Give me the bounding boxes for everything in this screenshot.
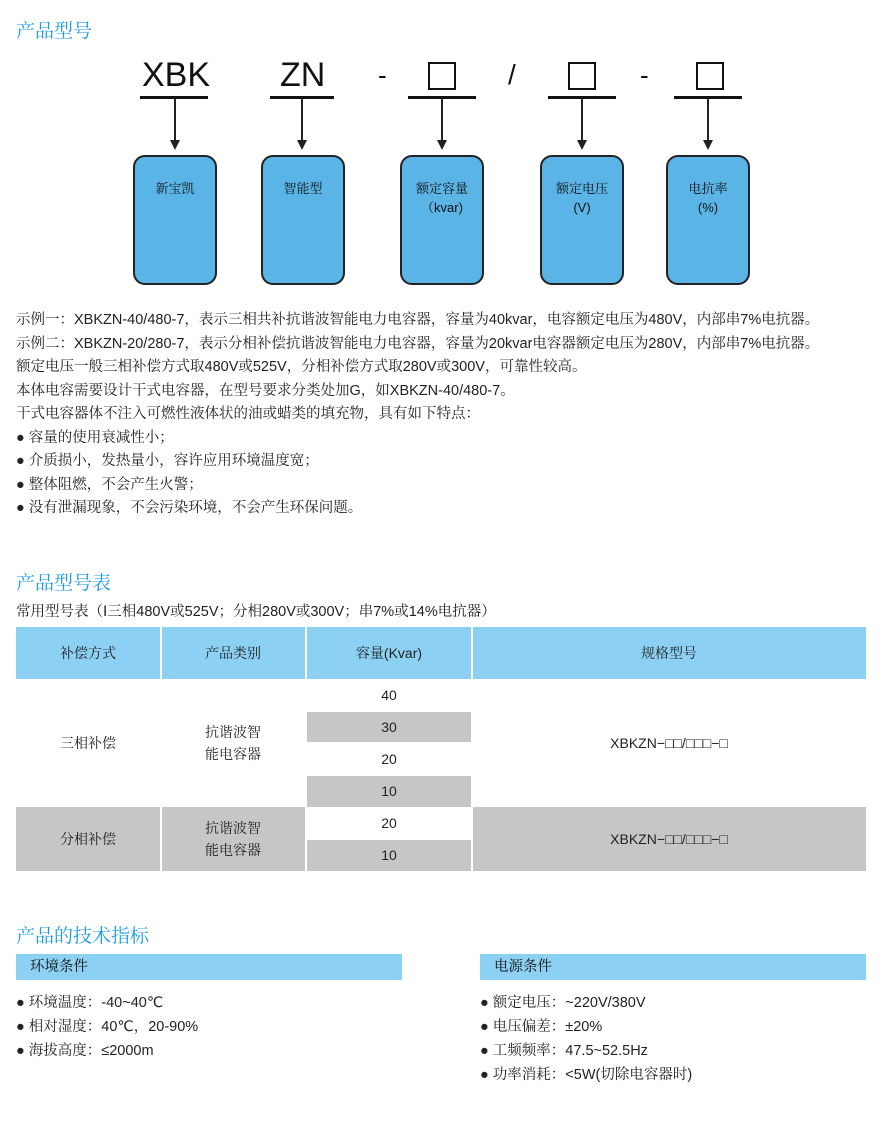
arrow-head-icon: [170, 140, 180, 150]
feature-item: ● 整体阻燃，不会产生火警；: [16, 476, 203, 493]
arrow-head-icon: [437, 140, 447, 150]
capacitor-box-capacity: [400, 155, 484, 285]
category-line: 能电容器: [205, 746, 261, 762]
grid-line: [160, 627, 162, 871]
code-separator-slash: /: [508, 59, 516, 90]
box-unit: (%): [697, 200, 719, 215]
capacity-cell: 20: [381, 751, 397, 767]
category-line: 抗谐波智: [205, 724, 261, 740]
arrow-down-icon: [301, 98, 303, 140]
capacitor-box-brand: [133, 155, 217, 285]
mode-split-phase: 分相补偿: [60, 831, 116, 847]
table-section-title: 产品型号表: [16, 573, 112, 594]
category-cell: [160, 679, 306, 807]
capacitor-box-reactance: [666, 155, 750, 285]
grid-line: [471, 627, 473, 871]
arrow-down-icon: [581, 98, 583, 140]
arrow-head-icon: [577, 140, 587, 150]
grid-line: [306, 710, 472, 712]
spec-cell: XBKZN−□□/□□□−□: [610, 831, 728, 847]
capacity-cell: 10: [381, 847, 397, 863]
grid-line: [305, 627, 307, 871]
power-item: ● 额定电压：~220V/380V: [480, 995, 646, 1011]
env-conditions-list: [16, 991, 198, 1063]
power-conditions-bar: 电源条件: [480, 954, 866, 980]
capacity-cell: 40: [381, 687, 397, 703]
arrow-down-icon: [707, 98, 709, 140]
header-spec: 规格型号: [641, 645, 697, 661]
tech-section-title: 产品的技术指标: [16, 926, 150, 947]
code-separator-dash-2: -: [640, 60, 649, 90]
header-capacity: 容量(Kvar): [355, 645, 423, 661]
power-item: ● 电压偏差：±20%: [480, 1019, 603, 1035]
grid-line: [16, 679, 866, 681]
env-item: ● 海拔高度：≤2000m: [16, 1043, 154, 1059]
arrow-head-icon: [297, 140, 307, 150]
capacity-placeholder-square: [428, 62, 456, 90]
box-label: 额定容量: [415, 181, 468, 196]
box-label: 额定电压: [555, 181, 608, 196]
feature-item: ● 介质损小，发热量小，容许应用环境温度宽；: [16, 453, 319, 469]
code-segment-zn: ZN: [280, 56, 326, 94]
voltage-placeholder-square: [568, 62, 596, 90]
category-cell: [160, 807, 306, 871]
feature-item: ● 没有泄漏现象，不会污染环境，不会产生环保问题。: [16, 500, 363, 516]
arrow-head-icon: [703, 140, 713, 150]
grid-line: [306, 838, 472, 840]
box-unit: （kvar): [421, 200, 463, 215]
feature-item: ● 容量的使用衰减性小；: [16, 429, 174, 446]
box-label: 新宝凯: [155, 181, 195, 196]
description-line: 干式电容器体不注入可燃性液体状的油或蜡类的填充物，具有如下特点：: [16, 406, 480, 422]
arrow-down-icon: [174, 98, 176, 140]
capacitor-box-type: [261, 155, 345, 285]
power-item: ● 工频频率：47.5~52.5Hz: [480, 1043, 648, 1059]
description-line: 本体电容需要设计干式电容器，在型号要求分类处加G，如XBKZN-40/480-7。: [16, 382, 515, 399]
capacity-cell: 30: [381, 719, 397, 735]
box-label: 电抗率: [688, 181, 728, 196]
capacitor-box-voltage: [540, 155, 624, 285]
power-item: ● 功率消耗：<5W(切除电容器时): [480, 1067, 693, 1083]
power-conditions-list: [480, 991, 692, 1087]
grid-line: [306, 742, 472, 744]
arrow-down-icon: [441, 98, 443, 140]
spec-cell: XBKZN−□□/□□□−□: [610, 735, 728, 751]
category-line: 抗谐波智: [205, 820, 261, 836]
description-line: 示例二：XBKZN-20/280-7，表示分相补偿抗谐波智能电力电容器，容量为20kvar电容器额定电压为280V，内部串7%电抗器。: [16, 335, 820, 352]
env-conditions-bar: 环境条件: [16, 954, 402, 980]
capacity-cell: 20: [381, 815, 397, 831]
model-description: [16, 309, 819, 521]
model-table: [16, 627, 866, 871]
box-unit: (V): [573, 200, 591, 215]
grid-line: [306, 774, 472, 776]
header-category: 产品类别: [205, 645, 261, 661]
box-label: 智能型: [283, 181, 323, 196]
table-subtitle: 常用型号表（Ⅰ三相480V或525V；分相280V或300V；串7%或14%电抗器）: [16, 604, 496, 620]
env-item: ● 环境温度：-40~40℃: [16, 995, 164, 1011]
code-separator-dash-1: -: [378, 60, 387, 90]
category-line: 能电容器: [205, 842, 261, 858]
reactance-placeholder-square: [696, 62, 724, 90]
capacity-cell: 10: [381, 783, 397, 799]
env-item: ● 相对湿度：40℃，20-90%: [16, 1019, 199, 1035]
model-section-title: 产品型号: [16, 21, 93, 42]
mode-three-phase: 三相补偿: [60, 735, 116, 751]
header-mode: 补偿方式: [60, 645, 116, 661]
description-line: 示例一：XBKZN-40/480-7，表示三相共补抗谐波智能电力电容器，容量为40kvar，电容额定电压为480V，内部串7%电抗器。: [16, 312, 820, 328]
description-line: 额定电压一般三相补偿方式取480V或525V，分相补偿方式取280V或300V，可靠性较高。: [16, 359, 587, 375]
code-segment-xbk: XBK: [142, 56, 211, 94]
